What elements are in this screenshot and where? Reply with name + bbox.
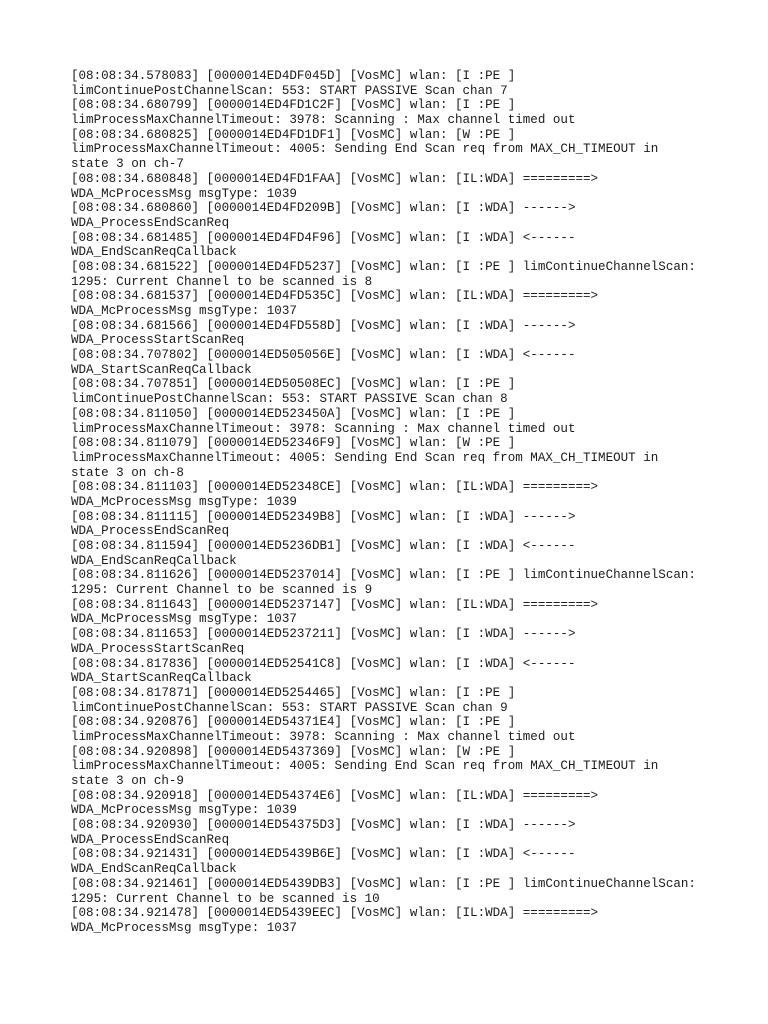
log-line: limProcessMaxChannelTimeout: 4005: Sending End Scan req from MAX_CH_TIMEOUT in [71, 142, 659, 157]
log-line: [08:08:34.811594] [0000014ED5236DB1] [VosMC] wlan: [I :WDA] <------ [71, 539, 576, 553]
log-line: WDA_ProcessStartScanReq [71, 641, 245, 656]
log-line: [08:08:34.920876] [0000014ED54371E4] [VosMC] wlan: [I :PE ] [71, 715, 516, 730]
log-line: limContinuePostChannelScan: 553: START PASSIVE Scan chan 8 [71, 392, 508, 407]
log-line: WDA_McProcessMsg msgType: 1037 [71, 612, 297, 627]
log-text-block [71, 69, 711, 936]
log-line: limContinuePostChannelScan: 553: START PASSIVE Scan chan 7 [71, 83, 508, 98]
log-line: [08:08:34.811079] [0000014ED52346F9] [VosMC] wlan: [W :PE ] [71, 436, 516, 451]
log-line: [08:08:34.680860] [0000014ED4FD209B] [VosMC] wlan: [I :WDA] ------> [71, 201, 576, 216]
log-line: [08:08:34.817871] [0000014ED5254465] [VosMC] wlan: [I :PE ] [71, 685, 516, 700]
log-line: [08:08:34.811115] [0000014ED52349B8] [VosMC] wlan: [I :WDA] ------> [71, 509, 576, 524]
log-line: WDA_EndScanReqCallback [71, 245, 237, 260]
log-line: WDA_EndScanReqCallback [71, 862, 237, 877]
log-line: limProcessMaxChannelTimeout: 4005: Sending End Scan req from MAX_CH_TIMEOUT in [71, 450, 659, 465]
log-line: limContinuePostChannelScan: 553: START PASSIVE Scan chan 9 [71, 700, 508, 715]
log-line: [08:08:34.920930] [0000014ED54375D3] [VosMC] wlan: [I :WDA] ------> [71, 818, 576, 833]
log-line: [08:08:34.920918] [0000014ED54374E6] [VosMC] wlan: [IL:WDA] =========> [71, 788, 599, 803]
log-line: limProcessMaxChannelTimeout: 3978: Scanning : Max channel timed out [71, 113, 576, 128]
log-line: 1295: Current Channel to be scanned is 9 [71, 583, 373, 598]
log-line: [08:08:34.921431] [0000014ED5439B6E] [VosMC] wlan: [I :WDA] <------ [71, 847, 576, 862]
log-line: [08:08:34.920898] [0000014ED5437369] [VosMC] wlan: [W :PE ] [71, 744, 516, 759]
log-line: [08:08:34.707851] [0000014ED50508EC] [VosMC] wlan: [I :PE ] [71, 377, 516, 392]
log-line: limProcessMaxChannelTimeout: 4005: Sending End Scan req from MAX_CH_TIMEOUT in [71, 759, 659, 774]
log-line: [08:08:34.681566] [0000014ED4FD558D] [VosMC] wlan: [I :WDA] ------> [71, 318, 576, 333]
log-line: [08:08:34.681522] [0000014ED4FD5237] [VosMC] wlan: [I :PE ] limContinueChannelScan: [71, 259, 696, 274]
log-line: [08:08:34.578083] [0000014ED4DF045D] [VosMC] wlan: [I :PE ] [71, 69, 516, 83]
log-line: WDA_McProcessMsg msgType: 1039 [71, 803, 297, 818]
log-line: [08:08:34.707802] [0000014ED505056E] [VosMC] wlan: [I :WDA] <------ [71, 348, 576, 363]
log-line: [08:08:34.811103] [0000014ED52348CE] [VosMC] wlan: [IL:WDA] =========> [71, 480, 599, 495]
log-line: WDA_McProcessMsg msgType: 1039 [71, 186, 297, 201]
log-line: [08:08:34.811653] [0000014ED5237211] [VosMC] wlan: [I :WDA] ------> [71, 627, 576, 642]
log-line: WDA_McProcessMsg msgType: 1037 [71, 920, 297, 935]
log-line: WDA_ProcessStartScanReq [71, 333, 245, 348]
log-line: 1295: Current Channel to be scanned is 10 [71, 891, 380, 906]
log-line: [08:08:34.680799] [0000014ED4FD1C2F] [VosMC] wlan: [I :PE ] [71, 98, 516, 113]
log-line: state 3 on ch-9 [71, 774, 184, 788]
log-line: [08:08:34.811643] [0000014ED5237147] [VosMC] wlan: [IL:WDA] =========> [71, 597, 599, 612]
log-line: [08:08:34.681485] [0000014ED4FD4F96] [VosMC] wlan: [I :WDA] <------ [71, 230, 576, 245]
log-line: WDA_StartScanReqCallback [71, 362, 252, 377]
log-line: state 3 on ch-7 [71, 157, 184, 172]
log-line: WDA_ProcessEndScanReq [71, 832, 230, 847]
log-line: limProcessMaxChannelTimeout: 3978: Scanning : Max channel timed out [71, 729, 576, 744]
log-line: WDA_ProcessEndScanReq [71, 524, 230, 539]
log-line: [08:08:34.681537] [0000014ED4FD535C] [VosMC] wlan: [IL:WDA] =========> [71, 289, 599, 304]
log-line: [08:08:34.811050] [0000014ED523450A] [VosMC] wlan: [I :PE ] [71, 406, 516, 421]
log-line: WDA_StartScanReqCallback [71, 671, 252, 686]
log-line: WDA_EndScanReqCallback [71, 553, 237, 568]
log-line: WDA_McProcessMsg msgType: 1039 [71, 494, 297, 509]
log-line: [08:08:34.817836] [0000014ED52541C8] [VosMC] wlan: [I :WDA] <------ [71, 656, 576, 671]
log-line: [08:08:34.921461] [0000014ED5439DB3] [VosMC] wlan: [I :PE ] limContinueChannelScan: [71, 876, 696, 891]
log-line: WDA_McProcessMsg msgType: 1037 [71, 304, 297, 318]
log-line: 1295: Current Channel to be scanned is 8 [71, 274, 373, 289]
log-line: limProcessMaxChannelTimeout: 3978: Scanning : Max channel timed out [71, 421, 576, 436]
log-line: [08:08:34.680848] [0000014ED4FD1FAA] [VosMC] wlan: [IL:WDA] =========> [71, 171, 599, 186]
log-line: [08:08:34.921478] [0000014ED5439EEC] [VosMC] wlan: [IL:WDA] =========> [71, 906, 599, 921]
log-line: state 3 on ch-8 [71, 465, 184, 480]
log-line: [08:08:34.680825] [0000014ED4FD1DF1] [VosMC] wlan: [W :PE ] [71, 127, 516, 142]
log-line: [08:08:34.811626] [0000014ED5237014] [VosMC] wlan: [I :PE ] limContinueChannelScan: [71, 568, 696, 583]
log-line: WDA_ProcessEndScanReq [71, 215, 230, 230]
